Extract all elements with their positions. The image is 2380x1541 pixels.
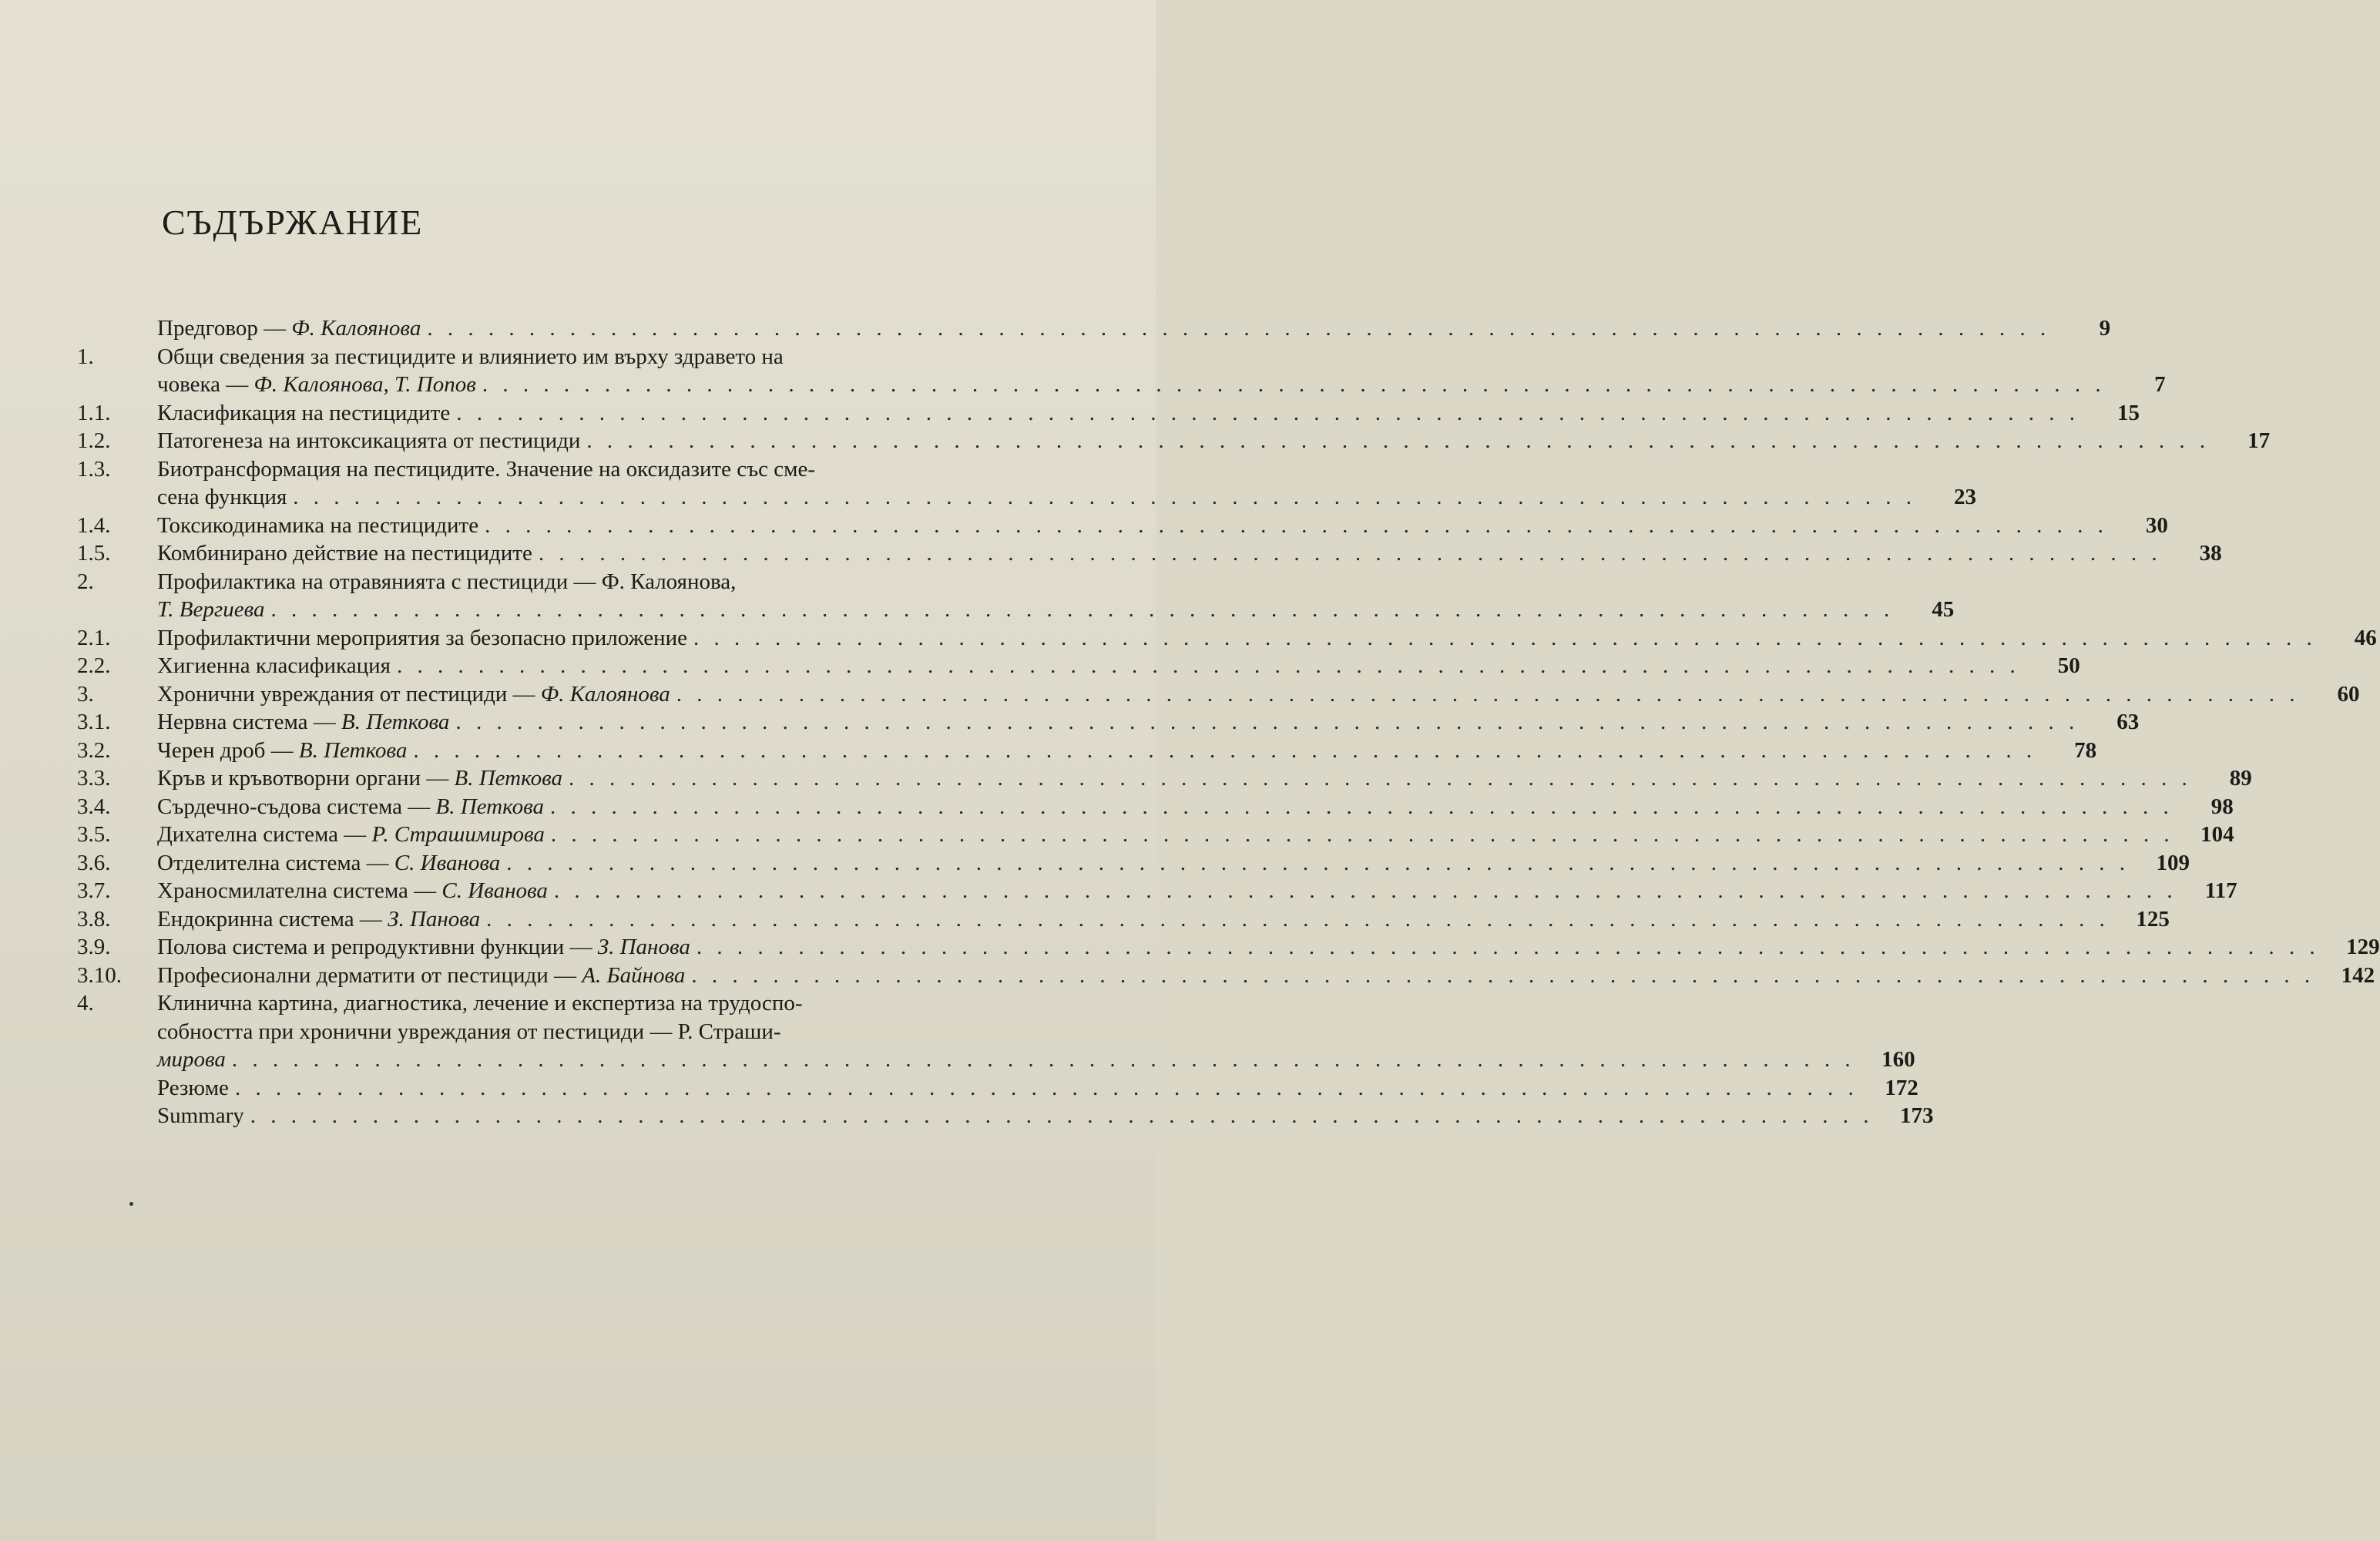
toc-entry — [77, 1074, 1918, 1103]
toc-entry-page-number: 98 — [2210, 794, 2234, 819]
toc-entry-author: мирова — [157, 1047, 226, 1072]
toc-entry-row — [157, 1074, 1918, 1103]
toc-entry-title — [157, 1102, 244, 1130]
toc-entry-dash: — — [354, 906, 388, 932]
toc-entry-dash: — — [408, 878, 442, 903]
toc-entry — [77, 764, 2252, 793]
toc-entry-label: Токсикодинамика на пестицидите — [157, 512, 479, 538]
leader-dots: . . . . . . . . . . . . . . . . . . . . . . . . . . . . . . . . . . . . . . . . . . . . . . . . . . . . . . . . . . . . . . . . . . . . . . . . . . . . . . . . — [456, 400, 2080, 425]
toc-entry-row — [157, 821, 2234, 849]
toc-entry-number: 3.3. — [77, 766, 111, 791]
toc-entry-number: 3.9. — [77, 935, 111, 959]
leader-dots: . . . . . . . . . . . . . . . . . . . . . . . . . . . . . . . . . . . . . . . . . . . . . . . . . . . . . . . . . . . . . . . . . . . . . . . . . . . . . . . . — [482, 372, 2106, 397]
toc-entry-page-number: 9 — [2099, 316, 2111, 341]
toc-entry — [77, 989, 1915, 1074]
toc-entry-number: 3.5. — [77, 822, 111, 847]
toc-entry-row — [157, 539, 2222, 568]
leader-dots: . . . . . . . . . . . . . . . . . . . . . . . . . . . . . . . . . . . . . . . . . . . . . . . . . . . . . . . . . . . . . . . . . . . . . . . . . . . . . . . . — [586, 428, 2210, 453]
toc-entry-row — [157, 652, 2080, 680]
toc-entry — [77, 877, 2237, 905]
toc-entry — [77, 399, 2140, 428]
toc-entry-dash: — — [548, 962, 582, 988]
toc-entry — [77, 708, 2140, 737]
toc-entry-number: 3.2. — [77, 737, 111, 763]
toc-entry-author: З. Панова — [597, 935, 690, 959]
toc-entry-dash: — — [220, 372, 254, 397]
toc-entry-label: Отделителна система — [157, 850, 361, 875]
toc-entry — [77, 680, 2360, 709]
toc-entry-page-number: 104 — [2200, 822, 2234, 847]
toc-entry-label: Резюме — [157, 1075, 229, 1100]
leader-dots: . . . . . . . . . . . . . . . . . . . . . . . . . . . . . . . . . . . . . . . . . . . . . . . . . . . . . . . . . . . . . . . . . . . . . . . . . . . . . . . . — [568, 766, 2192, 791]
toc-entry — [77, 427, 2271, 455]
toc-entry-page-number: 172 — [1885, 1075, 1918, 1100]
toc-entry-dash: — — [564, 935, 598, 959]
toc-entry-number: 3.1. — [77, 710, 111, 734]
toc-entry-author: Ф. Калоянова, Т. Попов — [253, 372, 476, 397]
toc-entry-page-number: 23 — [1954, 485, 1977, 509]
toc-entry-page-number: 142 — [2341, 962, 2375, 988]
toc-entry-number: 3.7. — [77, 878, 111, 903]
toc-entry — [77, 539, 2222, 568]
toc-entry-label: Предговор — [157, 316, 258, 341]
toc-entry-author: А. Байнова — [582, 962, 686, 988]
toc-entry-author: С. Иванова — [394, 850, 501, 875]
toc-entry-row — [157, 314, 2111, 343]
toc-entry-page-number: 125 — [2136, 906, 2170, 932]
toc-entry-label: Черен дроб — [157, 737, 266, 763]
toc-entry-dash: — — [307, 710, 341, 734]
toc-entry-line: Клинична картина, диагностика, лечение и експертиза на трудоспо- — [157, 991, 803, 1016]
toc-entry-number: 4. — [77, 991, 94, 1016]
toc-entry-title — [157, 821, 545, 849]
toc-entry-label: Храносмилателна система — [157, 878, 408, 903]
leader-dots: . . . . . . . . . . . . . . . . . . . . . . . . . . . . . . . . . . . . . . . . . . . . . . . . . . . . . . . . . . . . . . . . . . . . . . . . . . . . . . . . — [396, 653, 2020, 678]
toc-entry-author: З. Панова — [388, 906, 481, 932]
toc-entry-number: 1.2. — [77, 428, 111, 453]
margin-mark — [129, 1202, 133, 1206]
toc-entry — [77, 962, 2375, 990]
leader-dots: . . . . . . . . . . . . . . . . . . . . . . . . . . . . . . . . . . . . . . . . . . . . . . . . . . . . . . . . . . . . . . . . . . . . . . . . . . . . . . . . — [250, 1103, 1874, 1128]
toc-entry-title — [157, 427, 580, 455]
leader-dots: . . . . . . . . . . . . . . . . . . . . . . . . . . . . . . . . . . . . . . . . . . . . . . . . . . . . . . . . . . . . . . . . . . . . . . . . . . . . . . . . — [696, 935, 2320, 959]
toc-entry-page-number: 7 — [2154, 372, 2166, 397]
toc-entry-row — [157, 1046, 1915, 1074]
toc-entry-number: 3. — [77, 681, 94, 707]
toc-entry-label: Summary — [157, 1103, 244, 1128]
toc-entry-dash: — — [338, 822, 372, 847]
toc-entry — [77, 568, 1955, 624]
toc-entry-title — [157, 962, 685, 990]
toc-entry-author: В. Петкова — [454, 766, 562, 791]
leader-dots: . . . . . . . . . . . . . . . . . . . . . . . . . . . . . . . . . . . . . . . . . . . . . . . . . . . . . . . . . . . . . . . . . . . . . . . . . . . . . . . . — [538, 541, 2162, 566]
toc-entry-row — [157, 624, 2377, 653]
toc-entry-row — [157, 905, 2170, 934]
toc-entry-dash: — — [507, 681, 541, 707]
toc-entry-dash: — — [421, 766, 455, 791]
toc-entry-row — [157, 737, 2097, 765]
toc-entry-author: Р. Страшимирова — [371, 822, 545, 847]
toc-entry-number: 1.4. — [77, 512, 111, 538]
leader-dots: . . . . . . . . . . . . . . . . . . . . . . . . . . . . . . . . . . . . . . . . . . . . . . . . . . . . . . . . . . . . . . . . . . . . . . . . . . . . . . . . — [427, 316, 2051, 341]
leader-dots: . . . . . . . . . . . . . . . . . . . . . . . . . . . . . . . . . . . . . . . . . . . . . . . . . . . . . . . . . . . . . . . . . . . . . . . . . . . . . . . . — [553, 878, 2177, 903]
toc-entry-label: Хигиенна класификация — [157, 653, 391, 678]
toc-entry — [77, 793, 2234, 821]
toc-entry-label: Класификация на пестицидите — [157, 400, 451, 425]
toc-entry-title — [157, 314, 421, 343]
toc-entry-label: сена функция — [157, 485, 287, 509]
leader-dots: . . . . . . . . . . . . . . . . . . . . . . . . . . . . . . . . . . . . . . . . . . . . . . . . . . . . . . . . . . . . . . . . . . . . . . . . . . . . . . . . — [270, 597, 1895, 622]
toc-entry — [77, 343, 2166, 399]
toc-entry-title — [157, 539, 532, 568]
toc-entry-title — [157, 512, 478, 540]
toc-entry-row — [157, 512, 2168, 540]
toc-entry-title — [157, 905, 480, 934]
toc-entry-author: В. Петкова — [298, 737, 408, 763]
toc-entry-label: Полова система и репродуктивни функции — [157, 935, 565, 959]
leader-dots: . . . . . . . . . . . . . . . . . . . . . . . . . . . . . . . . . . . . . . . . . . . . . . . . . . . . . . . . . . . . . . . . . . . . . . . . . . . . . . . . — [691, 962, 2315, 988]
toc-entry-row — [157, 962, 2375, 990]
toc-entry-row — [157, 483, 1977, 512]
toc-entry-label: човека — [157, 372, 221, 397]
toc-entry-line: Профилактика на отравянията с пестициди — Ф. Калоянова, — [157, 569, 737, 594]
toc-entry-number: 1.5. — [77, 541, 111, 566]
table-of-contents — [77, 314, 2380, 1130]
toc-entry-label: Кръв и кръвотворни органи — [157, 766, 421, 791]
toc-entry-page-number: 15 — [2116, 400, 2140, 425]
toc-entry-row — [157, 371, 2166, 399]
leader-dots: . . . . . . . . . . . . . . . . . . . . . . . . . . . . . . . . . . . . . . . . . . . . . . . . . . . . . . . . . . . . . . . . . . . . . . . . . . . . . . . . — [549, 794, 2174, 819]
toc-entry-row — [157, 399, 2140, 428]
toc-entry-author: В. Петкова — [435, 794, 544, 819]
toc-entry-author: Т. Вергиева — [157, 597, 265, 622]
toc-entry-title — [157, 371, 476, 399]
toc-entry-number: 3.10. — [77, 962, 122, 988]
toc-entry-title — [157, 399, 450, 428]
toc-entry — [77, 652, 2080, 680]
toc-entry-page-number: 129 — [2346, 935, 2380, 959]
leader-dots: . . . . . . . . . . . . . . . . . . . . . . . . . . . . . . . . . . . . . . . . . . . . . . . . . . . . . . . . . . . . . . . . . . . . . . . . . . . . . . . . — [455, 710, 2080, 734]
toc-entry-dash: — — [257, 316, 292, 341]
toc-entry-label: Ендокринна система — [157, 906, 354, 932]
toc-entry-label: Профилактични мероприятия за безопасно приложение — [157, 625, 687, 650]
toc-entry-dash: — — [402, 794, 436, 819]
toc-entry-page-number: 60 — [2337, 681, 2360, 707]
toc-entry-line: Биотрансформация на пестицидите. Значение на оксидазите със сме- — [157, 456, 816, 482]
toc-entry-page-number: 78 — [2074, 737, 2097, 763]
toc-entry-title — [157, 933, 690, 962]
toc-entry — [77, 821, 2234, 849]
leader-dots: . . . . . . . . . . . . . . . . . . . . . . . . . . . . . . . . . . . . . . . . . . . . . . . . . . . . . . . . . . . . . . . . . . . . . . . . . . . . . . . . — [506, 850, 2130, 875]
toc-entry-title — [157, 849, 500, 878]
toc-entry-row — [157, 427, 2271, 455]
toc-entry-number: 2. — [77, 569, 94, 594]
toc-entry-number: 2.2. — [77, 653, 111, 678]
toc-entry-page-number: 89 — [2229, 766, 2252, 791]
leader-dots: . . . . . . . . . . . . . . . . . . . . . . . . . . . . . . . . . . . . . . . . . . . . . . . . . . . . . . . . . . . . . . . . . . . . . . . . . . . . . . . . — [413, 737, 2037, 763]
toc-entry-number: 1. — [77, 344, 94, 369]
toc-entry-line: собността при хронични увреждания от пестициди — Р. Страши- — [157, 1019, 781, 1044]
toc-entry-page-number: 50 — [2057, 653, 2080, 678]
toc-entry-page-number: 38 — [2199, 541, 2222, 566]
toc-entry-label: Нервна система — [157, 710, 308, 734]
toc-entry-row — [157, 596, 1955, 624]
toc-entry-row — [157, 933, 2380, 962]
leader-dots: . . . . . . . . . . . . . . . . . . . . . . . . . . . . . . . . . . . . . . . . . . . . . . . . . . . . . . . . . . . . . . . . . . . . . . . . . . . . . . . . — [234, 1075, 1858, 1100]
toc-entry-title — [157, 1046, 226, 1074]
toc-entry — [77, 314, 2111, 343]
toc-entry-line: Общи сведения за пестицидите и влиянието им върху здравето на — [157, 344, 784, 369]
toc-entry — [77, 905, 2170, 934]
toc-entry-title — [157, 793, 544, 821]
toc-entry-number: 3.6. — [77, 850, 111, 875]
toc-entry-title — [157, 652, 391, 680]
toc-entry-label: Комбинирано действие на пестицидите — [157, 541, 532, 566]
toc-entry-row — [157, 877, 2237, 905]
toc-entry-title — [157, 764, 562, 793]
toc-entry-author: Ф. Калоянова — [540, 681, 670, 707]
toc-entry-row — [157, 849, 2190, 878]
toc-entry — [77, 933, 2380, 962]
toc-entry — [77, 512, 2168, 540]
toc-entry-row — [157, 764, 2252, 793]
toc-entry-number: 2.1. — [77, 625, 111, 650]
toc-entry-page-number: 117 — [2204, 878, 2237, 903]
toc-entry-page-number: 46 — [2354, 625, 2377, 650]
toc-entry-title — [157, 624, 687, 653]
toc-entry-row — [157, 1102, 1934, 1130]
toc-entry-page-number: 63 — [2116, 710, 2140, 734]
toc-entry-title — [157, 680, 670, 709]
toc-entry-author: Ф. Калоянова — [291, 316, 421, 341]
toc-entry-author: В. Петкова — [341, 710, 450, 734]
toc-entry-page-number: 30 — [2145, 512, 2168, 538]
toc-entry — [77, 737, 2097, 765]
leader-dots: . . . . . . . . . . . . . . . . . . . . . . . . . . . . . . . . . . . . . . . . . . . . . . . . . . . . . . . . . . . . . . . . . . . . . . . . . . . . . . . . — [676, 681, 2300, 707]
toc-entry-page-number: 173 — [1900, 1103, 1934, 1128]
toc-entry-title — [157, 737, 407, 765]
toc-entry — [77, 1102, 1934, 1130]
toc-entry-page-number: 109 — [2156, 850, 2190, 875]
toc-entry-number: 1.1. — [77, 400, 111, 425]
leader-dots: . . . . . . . . . . . . . . . . . . . . . . . . . . . . . . . . . . . . . . . . . . . . . . . . . . . . . . . . . . . . . . . . . . . . . . . . . . . . . . . . — [693, 625, 2317, 650]
toc-entry-page-number: 45 — [1932, 597, 1955, 622]
toc-entry-title — [157, 483, 287, 512]
toc-entry-title — [157, 877, 548, 905]
leader-dots: . . . . . . . . . . . . . . . . . . . . . . . . . . . . . . . . . . . . . . . . . . . . . . . . . . . . . . . . . . . . . . . . . . . . . . . . . . . . . . . . — [486, 906, 2110, 932]
toc-entry-label: Сърдечно-съдова система — [157, 794, 403, 819]
toc-entry-label: Патогенеза на интоксикацията от пестициди — [157, 428, 581, 453]
leader-dots: . . . . . . . . . . . . . . . . . . . . . . . . . . . . . . . . . . . . . . . . . . . . . . . . . . . . . . . . . . . . . . . . . . . . . . . . . . . . . . . . — [293, 485, 1917, 509]
toc-entry-title — [157, 1074, 229, 1103]
toc-entry — [77, 849, 2190, 878]
toc-entry-dash: — — [361, 850, 394, 875]
leader-dots: . . . . . . . . . . . . . . . . . . . . . . . . . . . . . . . . . . . . . . . . . . . . . . . . . . . . . . . . . . . . . . . . . . . . . . . . . . . . . . . . — [485, 512, 2108, 538]
toc-entry-number: 1.3. — [77, 456, 111, 482]
leader-dots: . . . . . . . . . . . . . . . . . . . . . . . . . . . . . . . . . . . . . . . . . . . . . . . . . . . . . . . . . . . . . . . . . . . . . . . . . . . . . . . . — [550, 822, 2174, 847]
leader-dots: . . . . . . . . . . . . . . . . . . . . . . . . . . . . . . . . . . . . . . . . . . . . . . . . . . . . . . . . . . . . . . . . . . . . . . . . . . . . . . . . — [231, 1047, 1855, 1072]
toc-entry-number: 3.4. — [77, 794, 111, 819]
page-title: СЪДЪРЖАНИЕ — [162, 203, 424, 242]
toc-entry-label: Хронични увреждания от пестициди — [157, 681, 508, 707]
toc-entry-dash: — — [265, 737, 299, 763]
toc-entry-label: Професионални дерматити от пестициди — [157, 962, 549, 988]
toc-entry-row — [157, 680, 2360, 709]
toc-entry-title — [157, 708, 449, 737]
toc-entry-number: 3.8. — [77, 906, 111, 932]
toc-entry-author: С. Иванова — [441, 878, 548, 903]
toc-entry-row — [157, 793, 2234, 821]
toc-entry-row — [157, 708, 2140, 737]
toc-entry-page-number: 160 — [1882, 1047, 1915, 1072]
toc-entry — [77, 624, 2377, 653]
toc-entry-label: Дихателна система — [157, 822, 339, 847]
toc-entry-title — [157, 596, 264, 624]
toc-entry-page-number: 17 — [2247, 428, 2271, 453]
toc-entry — [77, 455, 1977, 512]
